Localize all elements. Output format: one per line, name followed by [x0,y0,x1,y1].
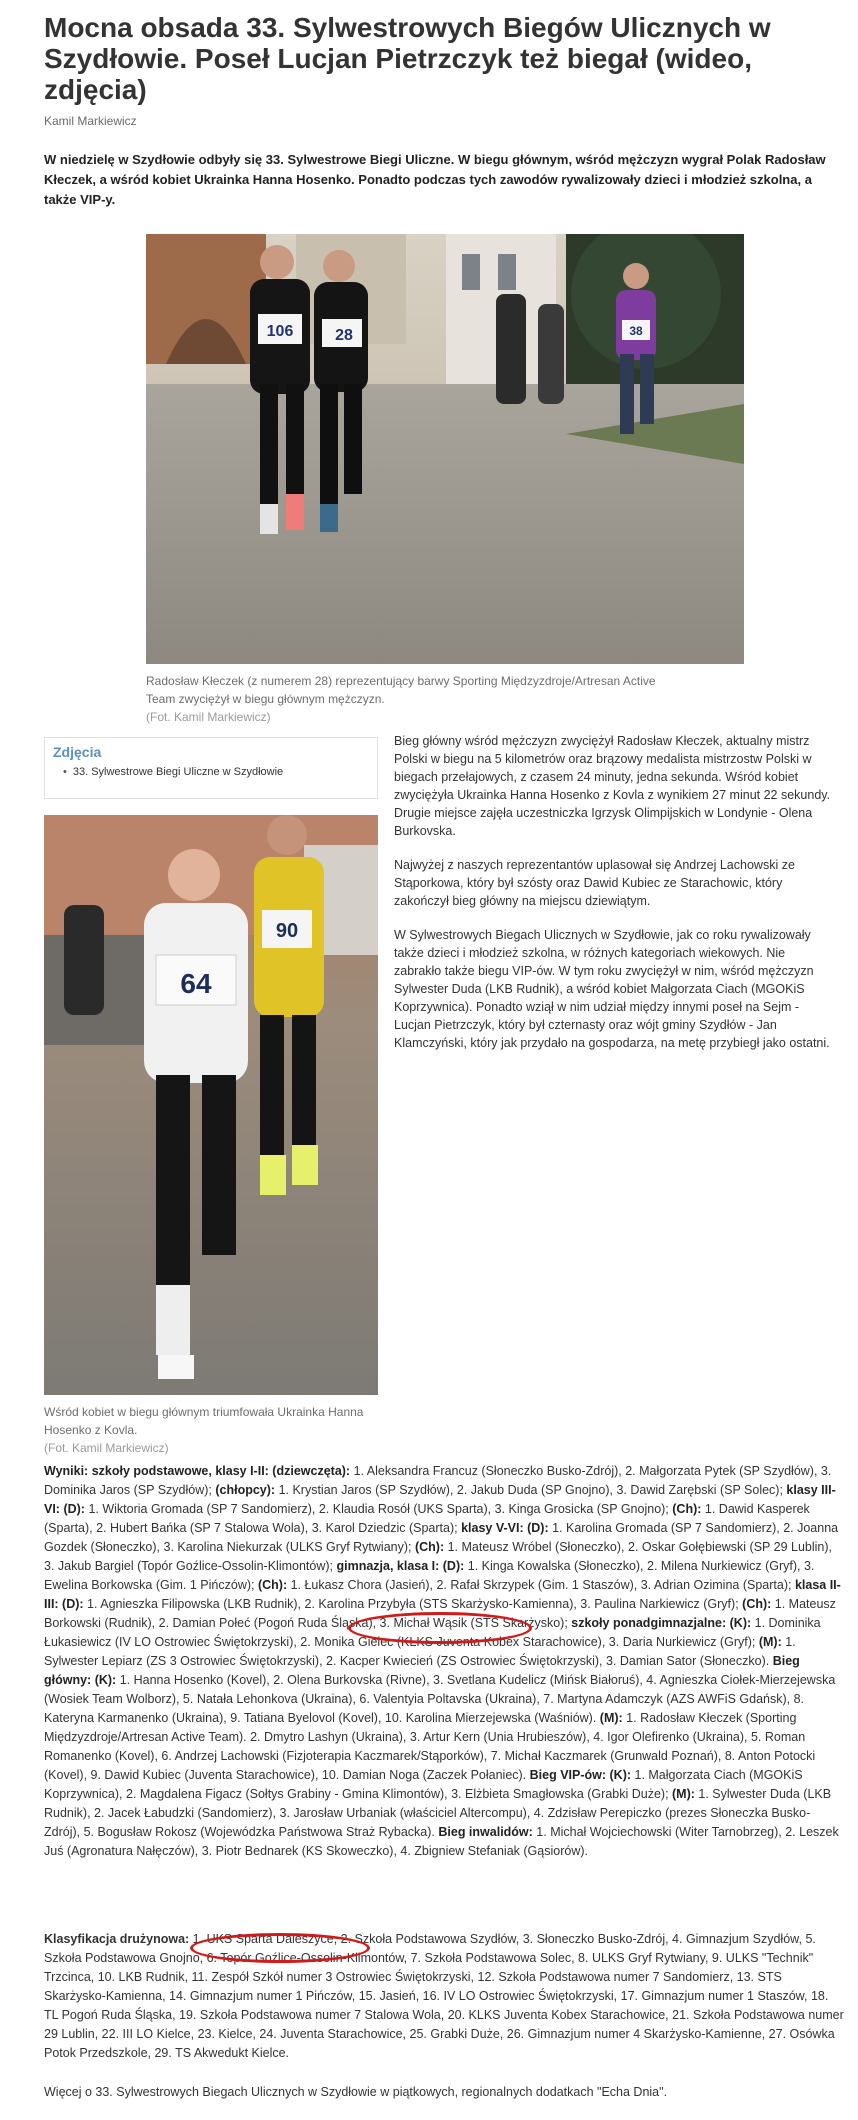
photo-caption [146,672,666,726]
category-label: szkoły ponadgimnazjalne: (K): [571,1616,755,1630]
photo-credit: (Fot. Kamil Markiewicz) [146,710,271,724]
category-label: Wyniki: szkoły podstawowe, klasy I-II: (dziewczęta): [44,1464,354,1478]
results-section [44,1462,844,1861]
result-entries: 1. Hanna Hosenko (Kovel), 2. Olena Burkovska (Rivne), 3. Svetlana Kudelicz (Mińsk Białoruś), 4. Agnieszka Ciołek-Mierzejewska (Wosiek Team Wolborz), 5. Natała Lehonkova (Ukraina), 6. Valentyia Poltavska (Ukraina), 7. Martyna Adamczyk (AZS AWFiS Gdańsk), 8. Kateryna Karmanenko (Ukraina), 9. Tatiana Byelovol (Kovel), 10. Karolina Mierzejewska (Waśniów). [44,1673,836,1725]
category-label: klasy V-VI: (D): [461,1521,553,1535]
result-entries: 1. Dominika Łukasiewicz (IV LO Ostrowiec Świętokrzyski), 2. Monika Gielec (KLKS Juventa Kobex Starachowice), 3. Daria Nurkiewicz (Gryf); [44,1616,821,1649]
result-entries: 1. Mateusz Wróbel (Słoneczko), 2. Oskar Gołębiewski (SP 29 Lublin), 3. Jakub Bargiel (Topór Goźlice-Ossolin-Klimontów); [44,1540,833,1573]
result-entries: 1. Dawid Kasperek (Sparta), 2. Hubert Bańka (SP 7 Stalowa Wola), 3. Karol Dziedzic (Sparta); [44,1502,810,1535]
result-entries: 1. Mateusz Borkowski (Rudnik), 2. Damian Połeć (Pogoń Ruda Śląska), 3. Michał Wąsik (STS Skarżysko); [44,1597,836,1630]
result-entries: 1. UKS Sparta Daleszyce, 2. Szkoła Podstawowa Szydłów, 3. Słoneczko Busko-Zdrój, 4. Gimnazjum Szydłów, 5. Szkoła Podstawowa Gnojno, 6. Topór Goźlice-Ossolin-Klimontów, 7. Szkoła Podstawowa Solec, 8. ULKS Gryf Rytwiany, 9. ULKS "Technik" Trzcinca, 10. LKB Rudnik, 11. Zespół Szkół numer 3 Ostrowiec Świętokrzyski, 12. Szkoła Podstawowa numer 7 Sandomierz, 13. STS Skarżysko-Kamienna, 14. Gimnazjum numer 1 Pińczów, 15. Jasień, 16. IV LO Ostrowiec Świętokrzyski, 17. Gimnazjum numer 1 Staszów, 18. TL Pogoń Ruda Śląska, 19. Szkoła Podstawowa numer 7 Stalowa Wola, 20. KLKS Juventa Kobex Starachowice, 21. Szkoła Podstawowa numer 29 Lublin, 22. III LO Kielce, 23. Kielce, 24. Juventa Starachowice, 25. Grabki Duże, 26. Gimnazjum numer 4 Skarżysko-Kamienne, 27. Osówka Potok Przedszkole, 29. TS Akwedukt Kielce. [44,1932,844,2060]
team-classification [44,1930,844,2063]
article-author[interactable]: Kamil Markiewicz [44,114,137,128]
bib-number: 90 [275,920,299,942]
article-body [394,732,834,1068]
highlight-circle-uks-sparta [190,1933,370,1963]
caption-text: Radosław Kłeczek (z numerem 28) reprezentujący barwy Sporting Międzyzdroje/Artresan Active Team zwyciężył w biegu głównym mężczyzn. [146,674,656,706]
result-entries: 1. Kinga Kowalska (Słoneczko), 2. Milena Nurkiewicz (Gryf), 3. Ewelina Borkowska (Gim. 1 Pińczów); [44,1559,815,1592]
category-label: (Ch): [742,1597,775,1611]
body-paragraph: Bieg główny wśród mężczyzn zwyciężył Radosław Kłeczek, aktualny mistrz Polski w biegu na 5 kilometrów oraz brązowy medalista mistrzostw Polski w biegach przełajowych, z czasem 24 minuty, jedna sekunda. Wśród kobiet zwyciężyła Ukrainka Hanna Hosenko z Kovla z wynikiem 27 minut 22 sekundy. Drugie miejsce zajęła uczestniczka Igrzysk Olimpijskich w Londynie - Olena Burkovska. [394,734,831,838]
category-label: (Ch): [257,1578,291,1592]
caption-text: Wśród kobiet w biegu głównym triumfowała Ukrainka Hanna Hosenko z Kovla. [44,1405,364,1437]
more-info-note: Więcej o 33. Sylwestrowych Biegach Ulicznych w Szydłowie w piątkowych, regionalnych dodatkach "Echa Dnia". [44,2085,668,2099]
result-entries: 1. Krystian Jaros (SP Szydłów), 2. Jakub Duda (SP Gnojno), 3. Dawid Zarębski (SP Solec); [278,1483,787,1497]
related-list [53,766,369,778]
result-entries: 1. Agnieszka Filipowska (LKB Rudnik), 2. Karolina Przybyła (STS Skarżysko-Kamienna), 3. Paulina Narkiewicz (Gryf); [87,1597,743,1611]
body-paragraph: Najwyżej z naszych reprezentantów uplasował się Andrzej Lachowski ze Stąporkowa, który był szósty oraz Dawid Kubiec ze Starachowic, który zakończył bieg główny na miejscu dziewiątym. [394,858,795,908]
result-entries: 1. Małgorzata Ciach (MGOKiS Koprzywnica), 2. Magdalena Figacz (Sołtys Grabiny - Gmina Klimontów), 3. Elżbieta Smagłowska (Grabki Duże); [44,1768,803,1801]
related-gallery-link[interactable]: • 33. Sylwestrowe Biegi Uliczne w Szydłowie [63,766,369,778]
result-entries: 1. Łukasz Chora (Jasień), 2. Rafał Skrzypek (Gim. 1 Staszów), 3. Adrian Ozimina (Sparta); [290,1578,795,1592]
category-label: Klasyfikacja drużynowa: [44,1932,193,1946]
highlight-circle-adrian-ozimina [348,1612,532,1644]
category-label: (M): [599,1711,627,1725]
category-label: klasa II-III: (D): [44,1578,841,1611]
bib-number: 64 [180,968,212,999]
result-entries: 1. Sylwester Lepiarz (ZS 3 Ostrowiec Świętokrzyski), 2. Kacper Kwiecień (ZS Ostrowiec Świętokrzyski), 3. Damian Sator (Słoneczko). [44,1635,796,1668]
result-entries: 1. Aleksandra Francuz (Słoneczko Busko-Zdrój), 2. Małgorzata Pytek (SP Szydłów), 3. Dominika Jaros (SP Szydłów); [44,1464,832,1497]
result-entries: 1. Michał Wojciechowski (Witer Tarnobrzeg), 2. Leszek Juś (Agronatura Nałęczów), 3. Piotr Bednarek (KS Skoweczko), 4. Zbigniew Stefaniak (Gąsiorów). [44,1825,839,1858]
body-paragraph: W Sylwestrowych Biegach Ulicznych w Szydłowie, jak co roku rywalizowały także dzieci i młodzież szkolna, w różnych kategoriach wiekowych. Nie zabrakło także biegu VIP-ów. W tym roku zwyciężył w nim, wśród mężczyzn Sylwester Duda (LKB Rudnik), a wśród kobiet Małgorzata Ciach (MGOKiS Koprzywnica). Ponadto wziął w nim udział między innymi poseł na Sejm - Lucjan Pietrzczyk, który był czternasty oraz wójt gminy Szydłów - Jan Klamczyński, który jak przydało na gospodarza, na metę przybiegł jako ostatni. [394,928,830,1050]
category-label: (M): [758,1635,786,1649]
runners-women-photo[interactable] [44,815,378,1395]
category-label: klasy III-VI: (D): [44,1483,836,1516]
figure-women-race [44,815,378,1457]
related-gallery-box [44,737,378,799]
bib-number: 38 [629,324,643,338]
related-heading: Zdjęcia [53,744,102,760]
figure-main-race [146,234,744,726]
category-label: gimnazja, klasa I: (D): [336,1559,468,1573]
result-entries: 1. Karolina Gromada (SP 7 Sandomierz), 2. Joanna Gozdek (Słoneczko), 3. Karolina Niekurzak (ULKS Gryf Rytwiany); [44,1521,839,1554]
category-label: (M): [672,1787,699,1801]
category-label: Bieg VIP-ów: (K): [529,1768,635,1782]
result-entries: 1. Wiktoria Gromada (SP 7 Sandomierz), 2. Klaudia Rosół (UKS Sparta), 3. Kinga Grosicka (SP Gnojno); [88,1502,673,1516]
article-title: Mocna obsada 33. Sylwestrowych Biegów Ulicznych w Szydłowie. Poseł Lucjan Pietrzczyk też biegał (wideo, zdjęcia) [44,12,771,105]
category-label: (Ch): [414,1540,448,1554]
category-label: (chłopcy): [215,1483,279,1497]
photo-caption [44,1403,378,1457]
bib-number: 106 [266,323,294,340]
category-label: Bieg inwalidów: [438,1825,537,1839]
result-entries: 1. Radosław Kłeczek (Sporting Międzyzdroje/Artresan Active Team). 2. Dmytro Lashyn (Ukraina), 3. Artur Kern (Unia Hrubieszów), 4. Igor Olefirenko (Ukraina), 5. Roman Romanenko (Kovel), 6. Andrzej Lachowski (Fizjoterapia Kaczmarek/Stąporków), 7. Michał Kaczmarek (Grunwald Poznań), 8. Anton Potocki (Kovel), 9. Dawid Kubiec (Juventa Starachowice), 10. Damian Noga (Zaczek Połaniec). [44,1711,816,1782]
photo-credit: (Fot. Kamil Markiewicz) [44,1441,169,1455]
bib-number: 28 [335,327,353,344]
category-label: (Ch): [672,1502,705,1516]
result-entries: 1. Sylwester Duda (LKB Rudnik), 2. Jacek Łabudzki (Sandomierz), 3. Jarosław Urbaniak (właściciel Altercompu), 4. Zdzisław Perepiczko (prezes Słoneczka Busko-Zdrój), 5. Bogusław Rokosz (Wojewódzka Państwowa Straż Rybacka). [44,1787,832,1839]
article-lead: W niedzielę w Szydłowie odbyły się 33. Sylwestrowe Biegi Uliczne. W biegu głównym, wśród mężczyzn wygrał Polak Radosław Kłeczek, a wśród kobiet Ukrainka Hanna Hosenko. Ponadto podczas tych zawodów rywalizowały dzieci i młodzież szkolna, a także VIP-y. [44,152,826,207]
category-label: Bieg główny: (K): [44,1654,800,1687]
runners-men-photo[interactable] [146,234,744,664]
